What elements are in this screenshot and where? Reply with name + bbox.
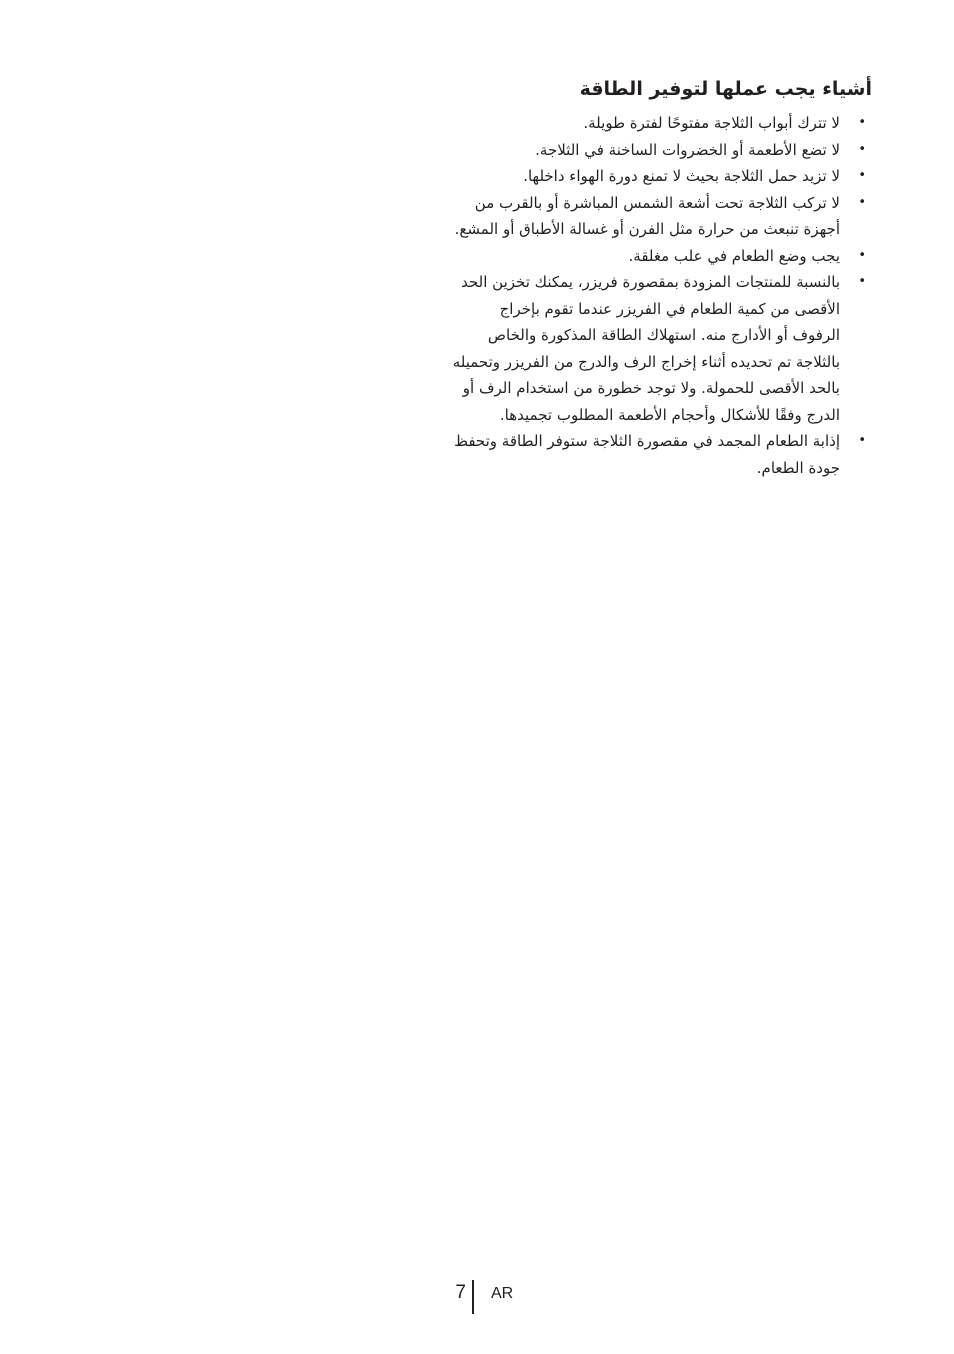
list-item	[452, 428, 872, 481]
page-footer	[0, 1280, 954, 1316]
list-item-text: لا تترك أبواب الثلاجة مفتوحًا لفترة طويلة.	[583, 114, 840, 132]
page-number: 7	[455, 1282, 466, 1303]
footer-divider	[472, 1280, 474, 1314]
list-item-text: إذابة الطعام المجمد في مقصورة الثلاجة ستوفر الطاقة وتحفظ جودة الطعام.	[454, 432, 840, 477]
list-item	[452, 163, 872, 190]
tips-list	[452, 110, 872, 481]
bullet-icon: •	[858, 194, 866, 210]
list-item-text: يجب وضع الطعام في علب مغلقة.	[628, 246, 840, 265]
bullet-icon: •	[858, 274, 866, 289]
list-item	[452, 243, 872, 270]
bullet-icon: •	[858, 115, 866, 130]
bullet-icon: •	[858, 168, 866, 183]
bullet-icon: •	[858, 433, 866, 448]
bullet-icon: •	[858, 247, 866, 263]
list-item	[452, 190, 872, 243]
bullet-icon: •	[858, 141, 866, 157]
list-item-text: بالنسبة للمنتجات المزودة بمقصورة فريزر، يمكنك تخزين الحد الأقصى من كمية الطعام في الفريزر عندما تقوم بإخراج الرفوف أو الأدارج منه. استهلاك الطاقة المذكورة والخاص بالثلاجة تم تحديده أثناء إخراج الرف والدرج من الفريزر وتحميله بالحد الأقصى للحمولة. ولا توجد خطورة من استخدام الرف أو الدرج وفقًا للأشكال وأحجام الأطعمة المطلوب تجميدها.	[452, 273, 840, 424]
list-item-text: لا تركب الثلاجة تحت أشعة الشمس المباشرة أو بالقرب من أجهزة تنبعث من حرارة مثل الفرن أو غسالة الأطباق أو المشع.	[454, 193, 840, 238]
section-title: أشياء يجب عملها لتوفير الطاقة	[579, 78, 872, 100]
list-item	[452, 269, 872, 428]
list-item-text: لا تزيد حمل الثلاجة بحيث لا تمنع دورة الهواء داخلها.	[523, 167, 840, 185]
list-item	[452, 110, 872, 137]
language-code: AR	[491, 1285, 514, 1302]
list-item	[422, 137, 872, 164]
energy-saving-section	[452, 74, 872, 481]
list-item-text: لا تضع الأطعمة أو الخضروات الساخنة في الثلاجة.	[535, 140, 840, 159]
